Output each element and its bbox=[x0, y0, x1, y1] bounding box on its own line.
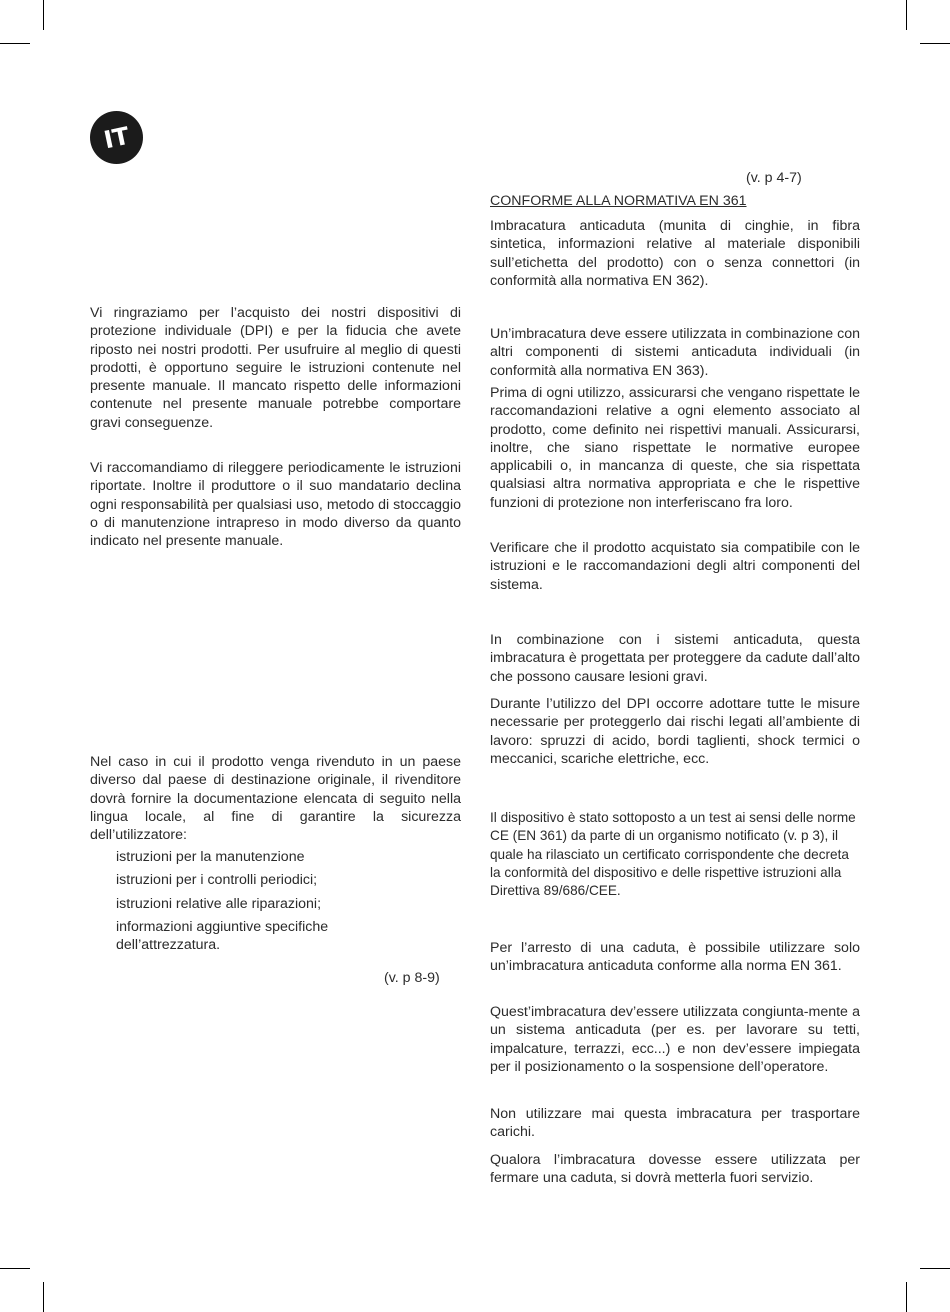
crop-mark bbox=[906, 1282, 907, 1312]
crop-mark bbox=[920, 1268, 950, 1269]
list-item: istruzioni per la manutenzione bbox=[116, 849, 305, 865]
pre-use-paragraph: Prima di ogni utilizzo, assicurarsi che vengano rispettate le raccomandazioni relative a ogni elemento associato al prodotto, come definito nei rispettivi manuali. Assicurarsi, inoltre, che siano rispettate le normative europee applicabili o, in mancanza di queste, che sia rispettata qualsiasi altra normativa appropriata e che le rispettive funzioni di protezione non interferiscano fra loro. bbox=[490, 385, 860, 511]
crop-mark bbox=[906, 0, 907, 30]
section-heading: CONFORME ALLA NORMATIVA EN 361 bbox=[490, 193, 747, 209]
fall-arrest-paragraph: Per l’arresto di una caduta, è possibile utilizzare solo un’imbracatura anticaduta conforme alla norma EN 361. bbox=[490, 940, 860, 975]
list-item: istruzioni relative alle riparazioni; bbox=[116, 895, 322, 912]
language-code: IT bbox=[101, 121, 132, 154]
crop-mark bbox=[0, 43, 30, 44]
resale-paragraph: Nel caso in cui il prodotto venga rivenduto in un paese diverso dal paese di destinazione originale, il rivenditore dovrà fornire la documentazione elencata di seguito nella lingua locale, al fine di garantire la sicurezza dell’utilizzatore: bbox=[90, 754, 461, 844]
crop-mark bbox=[920, 43, 950, 44]
page-reference: (v. p 8-9) bbox=[384, 970, 440, 986]
risks-paragraph: Durante l’utilizzo del DPI occorre adottare tutte le misure necessarie per proteggerlo dai rischi legati all’ambiente di lavoro: spruzzi di acido, bordi taglienti, shock termici o meccanici, scariche elettriche, ecc. bbox=[490, 696, 860, 767]
crop-mark bbox=[43, 1282, 44, 1312]
purpose-paragraph: In combinazione con i sistemi anticaduta, questa imbracatura è progettata per proteggere da cadute dall’alto che possono causare lesioni gravi. bbox=[490, 632, 860, 685]
documentation-list bbox=[116, 848, 416, 959]
description-paragraph: Imbracatura anticaduta (munita di cinghie, in fibra sintetica, informazioni relative al materiale disponibili sull’etichetta del prodotto) con o senza connettori (in conformità alla normativa EN 362). bbox=[490, 218, 860, 289]
compatibility-paragraph: Verificare che il prodotto acquistato sia compatibile con le istruzioni e le raccomandazioni degli altri componenti del sistema. bbox=[490, 540, 860, 593]
list-item: istruzioni per i controlli periodici; bbox=[116, 872, 318, 889]
page-reference: (v. p 4-7) bbox=[746, 170, 802, 186]
crop-mark bbox=[0, 1268, 30, 1269]
language-badge bbox=[90, 111, 143, 164]
list-item: informazioni aggiuntive specifiche dell’attrezzatura. bbox=[116, 918, 329, 954]
out-of-service-paragraph: Qualora l’imbracatura dovesse essere utilizzata per fermare una caduta, si dovrà metterla fuori servizio. bbox=[490, 1152, 860, 1187]
crop-mark bbox=[43, 0, 44, 30]
loads-paragraph: Non utilizzare mai questa imbracatura per trasportare carichi. bbox=[490, 1106, 860, 1141]
usage-paragraph: Quest’imbracatura dev’essere utilizzata congiunta-mente a un sistema anticaduta (per es. per lavorare su tetti, impalcature, terrazzi, ecc...) e non dev’essere impiegata per il posizionamento o la sospensione dell’operatore. bbox=[490, 1004, 860, 1075]
intro-paragraph: Vi ringraziamo per l’acquisto dei nostri dispositivi di protezione individuale (DPI) e per la fiducia che avete riposto nei nostri prodotti. Per usufruire al meglio di questi prodotti, è opportuno seguire le istruzioni contenute nel presente manuale. Il mancato rispetto delle informazioni contenute nel presente manuale potrebbe comportare gravi conseguenze. bbox=[90, 305, 461, 431]
certification-paragraph: Il dispositivo è stato sottoposto a un test ai sensi delle norme CE (EN 361) da parte di un organismo notificato (v. p 3), il quale ha rilasciato un certificato corrispondente che decreta la conformità del dispositivo e delle rispettive istruzioni alla Direttiva 89/686/CEE. bbox=[490, 810, 856, 899]
combination-paragraph: Un’imbracatura deve essere utilizzata in combinazione con altri componenti di sistemi anticaduta individuali (in conformità alla normativa EN 363). bbox=[490, 326, 860, 379]
reread-paragraph: Vi raccomandiamo di rileggere periodicamente le istruzioni riportate. Inoltre il produttore o il suo mandatario declina ogni responsabilità per qualsiasi uso, metodo di stoccaggio o di manutenzione intrapreso in modo diverso da quanto indicato nel presente manuale. bbox=[90, 460, 461, 550]
